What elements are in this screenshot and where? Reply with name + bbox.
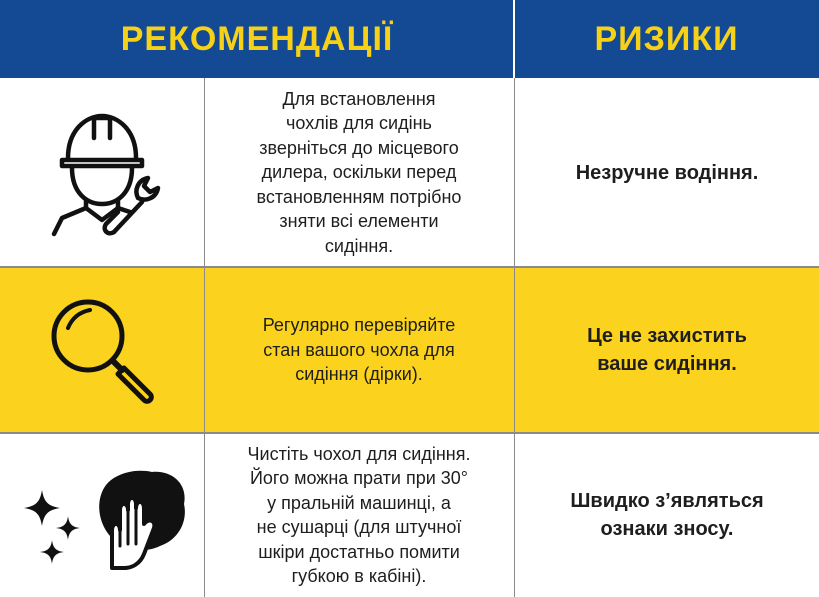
table-row-check-condition (0, 267, 819, 433)
table-row-cleaning (0, 433, 819, 597)
risk-text: Швидко з’являться ознаки зносу. (570, 490, 764, 540)
recommendation-text: Для встановлення чохлів для сидінь зверніться до місцевого дилера, оскільки перед встановленням потрібно зняти всі елементи сидіння. (256, 88, 462, 256)
icon-cell (0, 267, 204, 433)
icon-cell (0, 433, 204, 597)
row-divider (0, 432, 819, 434)
recommendation-text: Регулярно перевіряйте стан вашого чохла для сидіння (дірки). (262, 315, 456, 385)
header-risks: РИЗИКИ (594, 19, 739, 58)
icon-cell (0, 78, 204, 267)
risk-text: Незручне водіння. (575, 161, 759, 184)
cleaning-hand-sparkles-icon (12, 450, 192, 580)
row-divider (0, 266, 819, 268)
mechanic-with-wrench-icon (42, 108, 162, 238)
recommendation-text: Чистіть чохол для сидіння. Його можна прати при 30° у пральній машинці, а не сушарці (для штучної шкіри достатньо помити губкою в кабіні). (247, 443, 471, 586)
column-divider (204, 78, 205, 597)
risk-text: Це не захистить ваше сидіння. (587, 325, 747, 375)
header-recommendations: РЕКОМЕНДАЦІЇ (120, 19, 394, 58)
magnifying-glass-icon (42, 290, 162, 410)
column-divider (514, 78, 515, 597)
table-header (0, 0, 819, 78)
table-row-dealer-installation (0, 78, 819, 267)
